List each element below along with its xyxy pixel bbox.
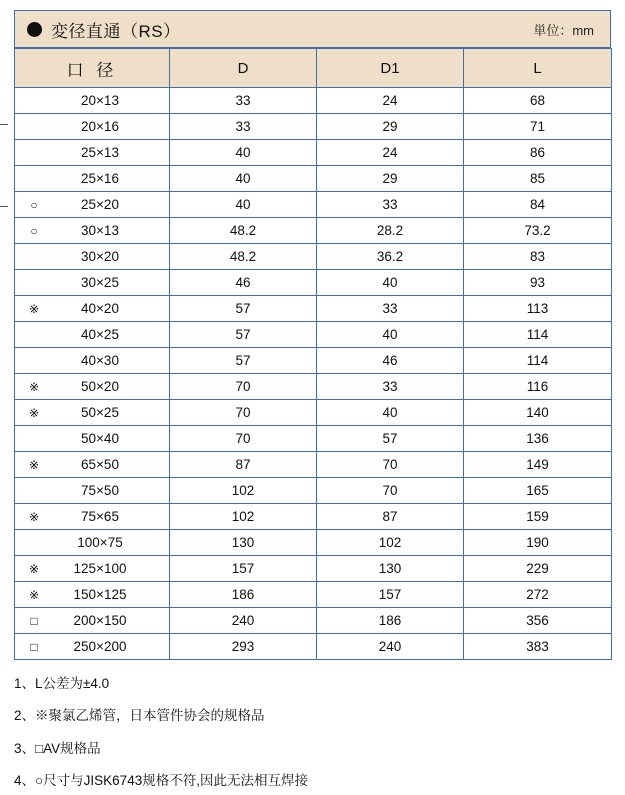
table-body bbox=[15, 88, 612, 660]
size-cell-inner bbox=[15, 426, 169, 451]
cell-size bbox=[15, 322, 170, 348]
cell-l: 86 bbox=[464, 140, 612, 166]
cell-d1: 24 bbox=[317, 140, 464, 166]
cell-size bbox=[15, 478, 170, 504]
cell-size bbox=[15, 400, 170, 426]
cell-d: 40 bbox=[170, 140, 317, 166]
cell-l: 229 bbox=[464, 556, 612, 582]
size-cell-inner bbox=[15, 608, 169, 633]
cell-size bbox=[15, 166, 170, 192]
cell-d: 48.2 bbox=[170, 244, 317, 270]
cell-l: 73.2 bbox=[464, 218, 612, 244]
unit-label: 単位：mm bbox=[533, 22, 594, 38]
cell-size bbox=[15, 530, 170, 556]
cell-d: 87 bbox=[170, 452, 317, 478]
cell-l: 272 bbox=[464, 582, 612, 608]
size-value: 125×100 bbox=[73, 561, 127, 576]
cell-d1: 28.2 bbox=[317, 218, 464, 244]
side-tick-mark-top bbox=[0, 124, 8, 125]
table-row bbox=[15, 478, 612, 504]
cell-d: 40 bbox=[170, 166, 317, 192]
cell-d: 293 bbox=[170, 634, 317, 660]
note-item: 2、※聚氯乙烯管，日本管件协会的规格品 bbox=[14, 708, 265, 724]
cell-d1: 240 bbox=[317, 634, 464, 660]
table-row bbox=[15, 348, 612, 374]
column-header-l: L bbox=[464, 49, 612, 88]
size-cell-inner bbox=[15, 634, 169, 659]
row-marker-icon: ※ bbox=[28, 561, 40, 576]
column-header-d: D bbox=[170, 49, 317, 88]
cell-d1: 29 bbox=[317, 166, 464, 192]
cell-l: 71 bbox=[464, 114, 612, 140]
size-cell-inner bbox=[15, 504, 169, 529]
size-value: 20×16 bbox=[81, 119, 119, 134]
row-marker-icon: ※ bbox=[28, 587, 40, 602]
cell-d: 57 bbox=[170, 296, 317, 322]
cell-d1: 36.2 bbox=[317, 244, 464, 270]
column-header-d1: D1 bbox=[317, 49, 464, 88]
cell-size bbox=[15, 504, 170, 530]
size-value: 50×40 bbox=[81, 431, 119, 446]
cell-size bbox=[15, 634, 170, 660]
table-row bbox=[15, 296, 612, 322]
cell-l: 85 bbox=[464, 166, 612, 192]
cell-l: 383 bbox=[464, 634, 612, 660]
cell-d1: 70 bbox=[317, 478, 464, 504]
cell-d: 70 bbox=[170, 400, 317, 426]
table-row bbox=[15, 322, 612, 348]
size-cell-inner bbox=[15, 582, 169, 607]
row-marker-icon: ※ bbox=[28, 405, 40, 420]
row-marker-icon: ※ bbox=[28, 379, 40, 394]
size-cell-inner bbox=[15, 244, 169, 269]
cell-d1: 33 bbox=[317, 374, 464, 400]
size-value: 25×20 bbox=[81, 197, 119, 212]
cell-l: 93 bbox=[464, 270, 612, 296]
table-row bbox=[15, 270, 612, 296]
title-left-group bbox=[27, 17, 533, 42]
cell-d: 102 bbox=[170, 478, 317, 504]
cell-d: 57 bbox=[170, 348, 317, 374]
table-head bbox=[15, 49, 612, 88]
side-tick-mark-bottom bbox=[0, 206, 8, 207]
cell-l: 114 bbox=[464, 348, 612, 374]
table-row bbox=[15, 634, 612, 660]
column-header-size: 口 径 bbox=[15, 49, 170, 88]
note-item: 4、○尺寸与JISK6743规格不符,因此无法相互焊接 bbox=[14, 772, 308, 788]
table-row bbox=[15, 426, 612, 452]
cell-d: 70 bbox=[170, 426, 317, 452]
cell-d: 57 bbox=[170, 322, 317, 348]
table-row bbox=[15, 218, 612, 244]
cell-d1: 33 bbox=[317, 296, 464, 322]
cell-l: 165 bbox=[464, 478, 612, 504]
cell-size bbox=[15, 218, 170, 244]
cell-d1: 157 bbox=[317, 582, 464, 608]
specification-table bbox=[14, 48, 612, 660]
cell-l: 149 bbox=[464, 452, 612, 478]
cell-d1: 29 bbox=[317, 114, 464, 140]
cell-size bbox=[15, 608, 170, 634]
size-value: 40×30 bbox=[81, 353, 119, 368]
table-row bbox=[15, 608, 612, 634]
header-row bbox=[15, 49, 612, 88]
cell-l: 356 bbox=[464, 608, 612, 634]
cell-l: 116 bbox=[464, 374, 612, 400]
cell-size bbox=[15, 348, 170, 374]
size-cell-inner bbox=[15, 322, 169, 347]
table-row bbox=[15, 114, 612, 140]
size-value: 50×25 bbox=[81, 405, 119, 420]
table-row bbox=[15, 452, 612, 478]
cell-d: 33 bbox=[170, 88, 317, 114]
size-cell-inner bbox=[15, 166, 169, 191]
cell-size bbox=[15, 452, 170, 478]
size-value: 75×50 bbox=[81, 483, 119, 498]
cell-d: 130 bbox=[170, 530, 317, 556]
cell-d1: 87 bbox=[317, 504, 464, 530]
note-item: 3、□AV规格品 bbox=[14, 740, 101, 756]
table-row bbox=[15, 400, 612, 426]
table-row bbox=[15, 244, 612, 270]
cell-d1: 46 bbox=[317, 348, 464, 374]
cell-size bbox=[15, 140, 170, 166]
size-value: 50×20 bbox=[81, 379, 119, 394]
size-value: 40×25 bbox=[81, 327, 119, 342]
size-cell-inner bbox=[15, 348, 169, 373]
table-row bbox=[15, 166, 612, 192]
cell-size bbox=[15, 374, 170, 400]
cell-d: 33 bbox=[170, 114, 317, 140]
filled-circle-icon bbox=[27, 22, 42, 37]
table-row bbox=[15, 530, 612, 556]
size-cell-inner bbox=[15, 140, 169, 165]
cell-size bbox=[15, 296, 170, 322]
cell-d: 40 bbox=[170, 192, 317, 218]
cell-l: 140 bbox=[464, 400, 612, 426]
cell-d: 102 bbox=[170, 504, 317, 530]
size-cell-inner bbox=[15, 400, 169, 425]
size-cell-inner bbox=[15, 114, 169, 139]
row-marker-icon: ○ bbox=[30, 197, 38, 212]
cell-d1: 24 bbox=[317, 88, 464, 114]
size-value: 25×13 bbox=[81, 145, 119, 160]
cell-l: 114 bbox=[464, 322, 612, 348]
cell-d: 70 bbox=[170, 374, 317, 400]
cell-d1: 70 bbox=[317, 452, 464, 478]
size-cell-inner bbox=[15, 192, 169, 217]
cell-d1: 102 bbox=[317, 530, 464, 556]
size-cell-inner bbox=[15, 374, 169, 399]
size-value: 150×125 bbox=[73, 587, 127, 602]
cell-d: 48.2 bbox=[170, 218, 317, 244]
cell-d1: 40 bbox=[317, 270, 464, 296]
size-value: 40×20 bbox=[81, 301, 119, 316]
table-row bbox=[15, 582, 612, 608]
size-value: 100×75 bbox=[77, 535, 123, 550]
page-title: 変径直通（RS） bbox=[51, 21, 181, 41]
size-value: 30×13 bbox=[81, 223, 119, 238]
cell-size bbox=[15, 426, 170, 452]
row-marker-icon: ※ bbox=[28, 301, 40, 316]
cell-d1: 40 bbox=[317, 322, 464, 348]
cell-size bbox=[15, 582, 170, 608]
cell-l: 113 bbox=[464, 296, 612, 322]
cell-d1: 186 bbox=[317, 608, 464, 634]
cell-size bbox=[15, 192, 170, 218]
cell-d: 186 bbox=[170, 582, 317, 608]
size-cell-inner bbox=[15, 296, 169, 321]
table-row bbox=[15, 88, 612, 114]
cell-d1: 40 bbox=[317, 400, 464, 426]
row-marker-icon: □ bbox=[30, 639, 38, 654]
cell-size bbox=[15, 114, 170, 140]
cell-d1: 33 bbox=[317, 192, 464, 218]
row-marker-icon: □ bbox=[30, 613, 38, 628]
size-value: 75×65 bbox=[81, 509, 119, 524]
row-marker-icon: ※ bbox=[28, 509, 40, 524]
cell-d: 240 bbox=[170, 608, 317, 634]
size-value: 250×200 bbox=[73, 639, 127, 654]
row-marker-icon: ○ bbox=[30, 223, 38, 238]
table-row bbox=[15, 140, 612, 166]
table-row bbox=[15, 374, 612, 400]
size-value: 30×25 bbox=[81, 275, 119, 290]
size-cell-inner bbox=[15, 452, 169, 477]
size-value: 20×13 bbox=[81, 93, 119, 108]
cell-size bbox=[15, 270, 170, 296]
cell-l: 84 bbox=[464, 192, 612, 218]
cell-d: 157 bbox=[170, 556, 317, 582]
cell-size bbox=[15, 88, 170, 114]
size-value: 25×16 bbox=[81, 171, 119, 186]
cell-l: 136 bbox=[464, 426, 612, 452]
cell-l: 190 bbox=[464, 530, 612, 556]
size-cell-inner bbox=[15, 270, 169, 295]
cell-l: 83 bbox=[464, 244, 612, 270]
size-cell-inner bbox=[15, 556, 169, 581]
size-value: 30×20 bbox=[81, 249, 119, 264]
size-cell-inner bbox=[15, 530, 169, 555]
cell-size bbox=[15, 556, 170, 582]
size-cell-inner bbox=[15, 88, 169, 113]
table-row bbox=[15, 556, 612, 582]
cell-size bbox=[15, 244, 170, 270]
size-value: 65×50 bbox=[81, 457, 119, 472]
note-item: 1、L公差为±4.0 bbox=[14, 676, 110, 691]
cell-d1: 57 bbox=[317, 426, 464, 452]
cell-l: 159 bbox=[464, 504, 612, 530]
table-row bbox=[15, 504, 612, 530]
table-title-bar bbox=[14, 10, 611, 48]
size-cell-inner bbox=[15, 478, 169, 503]
table-row bbox=[15, 192, 612, 218]
cell-d: 46 bbox=[170, 270, 317, 296]
notes-list bbox=[14, 674, 611, 791]
size-value: 200×150 bbox=[73, 613, 127, 628]
size-cell-inner bbox=[15, 218, 169, 243]
cell-l: 68 bbox=[464, 88, 612, 114]
cell-d1: 130 bbox=[317, 556, 464, 582]
row-marker-icon: ※ bbox=[28, 457, 40, 472]
